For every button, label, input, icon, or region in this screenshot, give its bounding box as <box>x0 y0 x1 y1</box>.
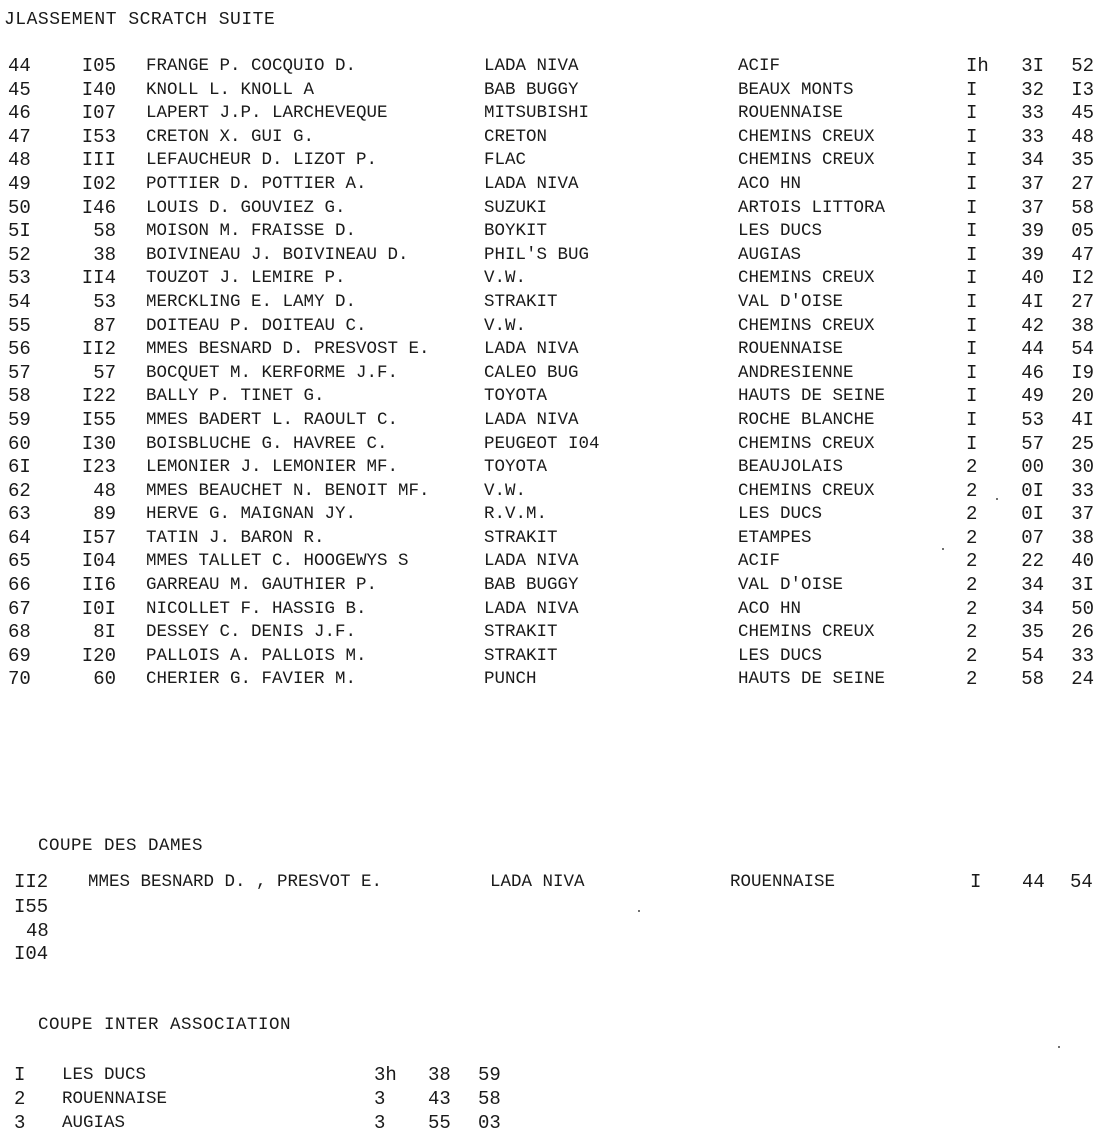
time-hours: 2 <box>966 621 978 644</box>
car-model: SUZUKI <box>484 197 548 218</box>
time-seconds: 52 <box>1071 55 1094 77</box>
table-row <box>0 480 1100 504</box>
crew-names: MERCKLING E. LAMY D. <box>146 291 357 312</box>
time-seconds: 26 <box>1071 621 1094 644</box>
time-seconds: 54 <box>1070 871 1093 893</box>
rank-number: 50 <box>8 196 31 219</box>
crew-names: LEFAUCHEUR D. LIZOT P. <box>146 150 378 171</box>
crew-names: HERVE G. MAIGNAN JY. <box>146 504 357 525</box>
car-model: MITSUBISHI <box>484 103 590 124</box>
rank-number: 56 <box>8 338 31 361</box>
page-title: JLASSEMENT SCRATCH SUITE <box>4 10 276 30</box>
club-name: HAUTS DE SEINE <box>738 669 886 690</box>
paper-speck <box>942 548 944 550</box>
car-model: PHIL'S BUG <box>484 244 590 265</box>
time-seconds: 58 <box>478 1088 501 1110</box>
entry-number: 89 <box>93 503 116 526</box>
crew-names: KNOLL L. KNOLL A <box>146 79 315 100</box>
time-seconds: 33 <box>1071 644 1094 667</box>
car-model: TOYOTA <box>484 386 548 407</box>
entry-number: 38 <box>93 243 116 266</box>
club-name: CHEMINS CREUX <box>738 622 875 643</box>
time-minutes: 46 <box>1021 361 1044 384</box>
crew-names: MMES BESNARD D. , PRESVOT E. <box>88 872 383 892</box>
time-hours: 3h <box>374 1064 397 1086</box>
time-hours: I <box>966 385 978 408</box>
entry-number: 48 <box>93 479 116 502</box>
club-name: LES DUCS <box>738 221 823 242</box>
time-seconds: 3I <box>1071 574 1094 597</box>
club-name: ROCHE BLANCHE <box>738 409 875 430</box>
inter-row <box>0 1087 600 1111</box>
time-hours: 2 <box>966 526 978 549</box>
time-minutes: 3I <box>1021 55 1044 77</box>
entry-number: I40 <box>81 78 116 101</box>
time-minutes: 57 <box>1021 432 1044 455</box>
crew-names: POTTIER D. POTTIER A. <box>146 173 367 194</box>
club-name: CHEMINS CREUX <box>738 268 875 289</box>
entry-number: I22 <box>81 385 116 408</box>
club-name: ACIF <box>738 551 781 572</box>
table-row <box>0 503 1100 527</box>
time-minutes: 54 <box>1021 644 1044 667</box>
club-name: CHEMINS CREUX <box>738 433 875 454</box>
crew-names: PALLOIS A. PALLOIS M. <box>146 645 367 666</box>
entry-number: 87 <box>93 314 116 337</box>
club-name: BEAUJOLAIS <box>738 457 844 478</box>
crew-names: MOISON M. FRAISSE D. <box>146 221 357 242</box>
time-seconds: 05 <box>1071 220 1094 243</box>
car-model: CRETON <box>484 126 548 147</box>
time-seconds: 37 <box>1071 503 1094 526</box>
table-row <box>0 527 1100 551</box>
time-minutes: 34 <box>1021 597 1044 620</box>
car-model: V.W. <box>484 268 527 289</box>
crew-names: DESSEY C. DENIS J.F. <box>146 622 357 643</box>
entry-number: I53 <box>81 125 116 148</box>
time-seconds: 50 <box>1071 597 1094 620</box>
time-hours: 3 <box>374 1112 386 1134</box>
entry-number: I55 <box>14 896 49 918</box>
time-hours: I <box>966 290 978 313</box>
time-seconds: 35 <box>1071 149 1094 172</box>
time-hours: I <box>966 172 978 195</box>
entry-number: II6 <box>81 574 116 597</box>
time-hours: 2 <box>966 574 978 597</box>
time-minutes: 38 <box>428 1064 451 1086</box>
inter-club: AUGIAS <box>62 1113 126 1133</box>
coupe-dames-title: COUPE DES DAMES <box>38 836 204 856</box>
time-minutes: 33 <box>1021 102 1044 125</box>
entry-number: I07 <box>81 102 116 125</box>
time-seconds: 54 <box>1071 338 1094 361</box>
car-model: BAB BUGGY <box>484 79 579 100</box>
crew-names: BALLY P. TINET G. <box>146 386 325 407</box>
paper-speck <box>638 910 640 912</box>
crew-names: FRANGE P. COCQUIO D. <box>146 56 357 76</box>
club-name: ETAMPES <box>738 527 812 548</box>
table-row <box>0 621 1100 645</box>
table-row <box>0 338 1100 362</box>
time-hours: 2 <box>966 644 978 667</box>
club-name: BEAUX MONTS <box>738 79 854 100</box>
car-model: V.W. <box>484 480 527 501</box>
time-seconds: 4I <box>1071 408 1094 431</box>
table-row <box>0 668 1100 692</box>
table-row <box>0 598 1100 622</box>
rank-number: 46 <box>8 102 31 125</box>
time-seconds: 45 <box>1071 102 1094 125</box>
entry-number: I57 <box>81 526 116 549</box>
club-name: CHEMINS CREUX <box>738 315 875 336</box>
time-seconds: I3 <box>1071 78 1094 101</box>
rank-number: 62 <box>8 479 31 502</box>
time-seconds: 20 <box>1071 385 1094 408</box>
crew-names: NICOLLET F. HASSIG B. <box>146 598 367 619</box>
entry-number: I02 <box>81 172 116 195</box>
car-model: BAB BUGGY <box>484 575 579 596</box>
time-seconds: 27 <box>1071 172 1094 195</box>
club-name: AUGIAS <box>738 244 802 265</box>
car-model: TOYOTA <box>484 457 548 478</box>
time-minutes: 00 <box>1021 456 1044 479</box>
club-name: ACO HN <box>738 598 802 619</box>
club-name: ANDRESIENNE <box>738 362 854 383</box>
time-minutes: 4I <box>1021 290 1044 313</box>
entry-number: 53 <box>93 290 116 313</box>
time-hours: I <box>966 196 978 219</box>
time-minutes: 0I <box>1021 503 1044 526</box>
time-hours: 2 <box>966 550 978 573</box>
time-hours: I <box>966 220 978 243</box>
time-minutes: 39 <box>1021 243 1044 266</box>
time-seconds: 33 <box>1071 479 1094 502</box>
time-minutes: 32 <box>1021 78 1044 101</box>
time-minutes: 49 <box>1021 385 1044 408</box>
time-minutes: 58 <box>1021 668 1044 691</box>
paper-speck <box>996 498 998 500</box>
crew-names: BOIVINEAU J. BOIVINEAU D. <box>146 244 409 265</box>
time-minutes: 39 <box>1021 220 1044 243</box>
crew-names: CRETON X. GUI G. <box>146 126 315 147</box>
entry-number: 57 <box>93 361 116 384</box>
time-seconds: I9 <box>1071 361 1094 384</box>
crew-names: LEMONIER J. LEMONIER MF. <box>146 457 399 478</box>
entry-number: I05 <box>81 55 116 77</box>
inter-rank: 3 <box>14 1112 26 1134</box>
time-hours: 2 <box>966 597 978 620</box>
club-name: ROUENNAISE <box>738 339 844 360</box>
coupe-dames-other-numbers <box>14 896 49 967</box>
club-name: HAUTS DE SEINE <box>738 386 886 407</box>
time-seconds: 47 <box>1071 243 1094 266</box>
club-name: ROUENNAISE <box>730 872 836 892</box>
time-hours: I <box>966 243 978 266</box>
time-minutes: 34 <box>1021 574 1044 597</box>
time-seconds: 40 <box>1071 550 1094 573</box>
club-name: ACIF <box>738 56 781 76</box>
table-row <box>0 267 1100 291</box>
time-hours: 2 <box>966 668 978 691</box>
car-model: STRAKIT <box>484 622 558 643</box>
table-row <box>0 244 1100 268</box>
time-minutes: 0I <box>1021 479 1044 502</box>
time-hours: I <box>966 102 978 125</box>
car-model: LADA NIVA <box>484 56 579 76</box>
club-name: ROUENNAISE <box>738 103 844 124</box>
entry-number: I46 <box>81 196 116 219</box>
rank-number: 57 <box>8 361 31 384</box>
car-model: LADA NIVA <box>484 551 579 572</box>
car-model: LADA NIVA <box>484 409 579 430</box>
coupe-inter-table <box>0 1063 600 1135</box>
rank-number: 58 <box>8 385 31 408</box>
time-hours: 2 <box>966 479 978 502</box>
club-name: VAL D'OISE <box>738 575 844 596</box>
rank-number: 49 <box>8 172 31 195</box>
entry-number: I20 <box>81 644 116 667</box>
entry-number: II2 <box>81 338 116 361</box>
inter-club: LES DUCS <box>62 1065 147 1085</box>
time-minutes: 42 <box>1021 314 1044 337</box>
rank-number: 55 <box>8 314 31 337</box>
time-seconds: 58 <box>1071 196 1094 219</box>
club-name: CHEMINS CREUX <box>738 150 875 171</box>
time-minutes: 44 <box>1022 871 1045 893</box>
time-seconds: 03 <box>478 1112 501 1134</box>
results-table <box>0 55 1100 692</box>
entry-number: 60 <box>93 668 116 691</box>
crew-names: TOUZOT J. LEMIRE P. <box>146 268 346 289</box>
table-row <box>0 574 1100 598</box>
car-model: STRAKIT <box>484 645 558 666</box>
time-minutes: 37 <box>1021 196 1044 219</box>
time-hours: I <box>966 314 978 337</box>
inter-rank: I <box>14 1064 26 1086</box>
time-hours: I <box>966 361 978 384</box>
time-hours: I <box>966 338 978 361</box>
entry-number: III <box>81 149 116 172</box>
time-seconds: 25 <box>1071 432 1094 455</box>
table-row <box>0 433 1100 457</box>
table-row <box>0 197 1100 221</box>
car-model: R.V.M. <box>484 504 548 525</box>
time-minutes: 33 <box>1021 125 1044 148</box>
club-name: ACO HN <box>738 173 802 194</box>
club-name: CHEMINS CREUX <box>738 126 875 147</box>
car-model: LADA NIVA <box>484 598 579 619</box>
rank-number: 67 <box>8 597 31 620</box>
inter-row <box>0 1063 600 1087</box>
time-minutes: 55 <box>428 1112 451 1134</box>
time-seconds: 24 <box>1071 668 1094 691</box>
rank-number: 70 <box>8 668 31 691</box>
table-row <box>0 149 1100 173</box>
crew-names: DOITEAU P. DOITEAU C. <box>146 315 367 336</box>
car-model: CALEO BUG <box>484 362 579 383</box>
table-row <box>0 645 1100 669</box>
table-row <box>0 126 1100 150</box>
rank-number: 59 <box>8 408 31 431</box>
entry-number: I23 <box>81 456 116 479</box>
time-seconds: I2 <box>1071 267 1094 290</box>
crew-names: MMES BADERT L. RAOULT C. <box>146 409 399 430</box>
inter-row <box>0 1111 600 1135</box>
time-hours: I <box>966 432 978 455</box>
crew-names: MMES BESNARD D. PRESVOST E. <box>146 339 430 360</box>
entry-number: I04 <box>81 550 116 573</box>
club-name: CHEMINS CREUX <box>738 480 875 501</box>
time-seconds: 30 <box>1071 456 1094 479</box>
time-minutes: 44 <box>1021 338 1044 361</box>
time-minutes: 40 <box>1021 267 1044 290</box>
time-hours: 3 <box>374 1088 386 1110</box>
rank-number: 69 <box>8 644 31 667</box>
entry-number: II4 <box>81 267 116 290</box>
table-row <box>0 79 1100 103</box>
crew-names: GARREAU M. GAUTHIER P. <box>146 575 378 596</box>
entry-number: 48 <box>26 919 49 942</box>
crew-names: BOISBLUCHE G. HAVREE C. <box>146 433 388 454</box>
time-minutes: 22 <box>1021 550 1044 573</box>
time-minutes: 34 <box>1021 149 1044 172</box>
inter-club: ROUENNAISE <box>62 1089 168 1109</box>
crew-names: LAPERT J.P. LARCHEVEQUE <box>146 103 388 124</box>
car-model: LADA NIVA <box>484 173 579 194</box>
time-hours: I <box>966 149 978 172</box>
car-model: STRAKIT <box>484 291 558 312</box>
time-hours: I <box>970 871 982 893</box>
entry-number: 58 <box>93 220 116 243</box>
time-hours: I <box>966 267 978 290</box>
table-row <box>0 456 1100 480</box>
table-row <box>0 220 1100 244</box>
crew-names: BOCQUET M. KERFORME J.F. <box>146 362 399 383</box>
rank-number: 65 <box>8 550 31 573</box>
crew-names: LOUIS D. GOUVIEZ G. <box>146 197 346 218</box>
car-model: PUNCH <box>484 669 537 690</box>
table-row <box>0 315 1100 339</box>
inter-rank: 2 <box>14 1088 26 1110</box>
car-model: V.W. <box>484 315 527 336</box>
table-row <box>0 385 1100 409</box>
club-name: LES DUCS <box>738 504 823 525</box>
crew-names: MMES TALLET C. HOOGEWYS S <box>146 551 409 572</box>
rank-number: 60 <box>8 432 31 455</box>
car-model: PEUGEOT I04 <box>484 433 600 454</box>
table-row <box>0 550 1100 574</box>
club-name: VAL D'OISE <box>738 291 844 312</box>
rank-number: 6I <box>8 456 31 479</box>
coupe-inter-title: COUPE INTER ASSOCIATION <box>38 1015 292 1035</box>
rank-number: 54 <box>8 290 31 313</box>
rank-number: 68 <box>8 621 31 644</box>
rank-number: 66 <box>8 574 31 597</box>
crew-names: TATIN J. BARON R. <box>146 527 325 548</box>
rank-number: 45 <box>8 78 31 101</box>
rank-number: 53 <box>8 267 31 290</box>
car-model: LADA NIVA <box>484 339 579 360</box>
table-row <box>0 362 1100 386</box>
time-seconds: 38 <box>1071 314 1094 337</box>
coupe-dames-entry <box>0 870 1100 894</box>
car-model: BOYKIT <box>484 221 548 242</box>
time-hours: I <box>966 78 978 101</box>
entry-number: I04 <box>14 943 49 965</box>
time-minutes: 37 <box>1021 172 1044 195</box>
rank-number: 52 <box>8 243 31 266</box>
time-hours: I <box>966 125 978 148</box>
entry-number: I0I <box>81 597 116 620</box>
time-seconds: 48 <box>1071 125 1094 148</box>
time-seconds: 38 <box>1071 526 1094 549</box>
car-model: LADA NIVA <box>490 872 585 892</box>
entry-number: II2 <box>14 871 49 893</box>
time-seconds: 59 <box>478 1064 501 1086</box>
car-model: STRAKIT <box>484 527 558 548</box>
paper-speck <box>1058 1046 1060 1048</box>
club-name: LES DUCS <box>738 645 823 666</box>
time-hours: Ih <box>966 55 989 77</box>
entry-number: 8I <box>93 621 116 644</box>
rank-number: 47 <box>8 125 31 148</box>
table-row <box>0 55 1100 79</box>
rank-number: 64 <box>8 526 31 549</box>
time-minutes: 35 <box>1021 621 1044 644</box>
crew-names: MMES BEAUCHET N. BENOIT MF. <box>146 480 430 501</box>
table-row <box>0 102 1100 126</box>
time-minutes: 53 <box>1021 408 1044 431</box>
car-model: FLAC <box>484 150 527 171</box>
entry-number: I30 <box>81 432 116 455</box>
time-minutes: 43 <box>428 1088 451 1110</box>
table-row <box>0 409 1100 433</box>
club-name: ARTOIS LITTORA <box>738 197 886 218</box>
table-row <box>0 173 1100 197</box>
time-hours: 2 <box>966 456 978 479</box>
rank-number: 63 <box>8 503 31 526</box>
rank-number: 44 <box>8 55 31 77</box>
rank-number: 5I <box>8 220 31 243</box>
time-seconds: 27 <box>1071 290 1094 313</box>
time-minutes: 07 <box>1021 526 1044 549</box>
time-hours: 2 <box>966 503 978 526</box>
rank-number: 48 <box>8 149 31 172</box>
entry-number: I55 <box>81 408 116 431</box>
table-row <box>0 291 1100 315</box>
time-hours: I <box>966 408 978 431</box>
crew-names: CHERIER G. FAVIER M. <box>146 669 357 690</box>
